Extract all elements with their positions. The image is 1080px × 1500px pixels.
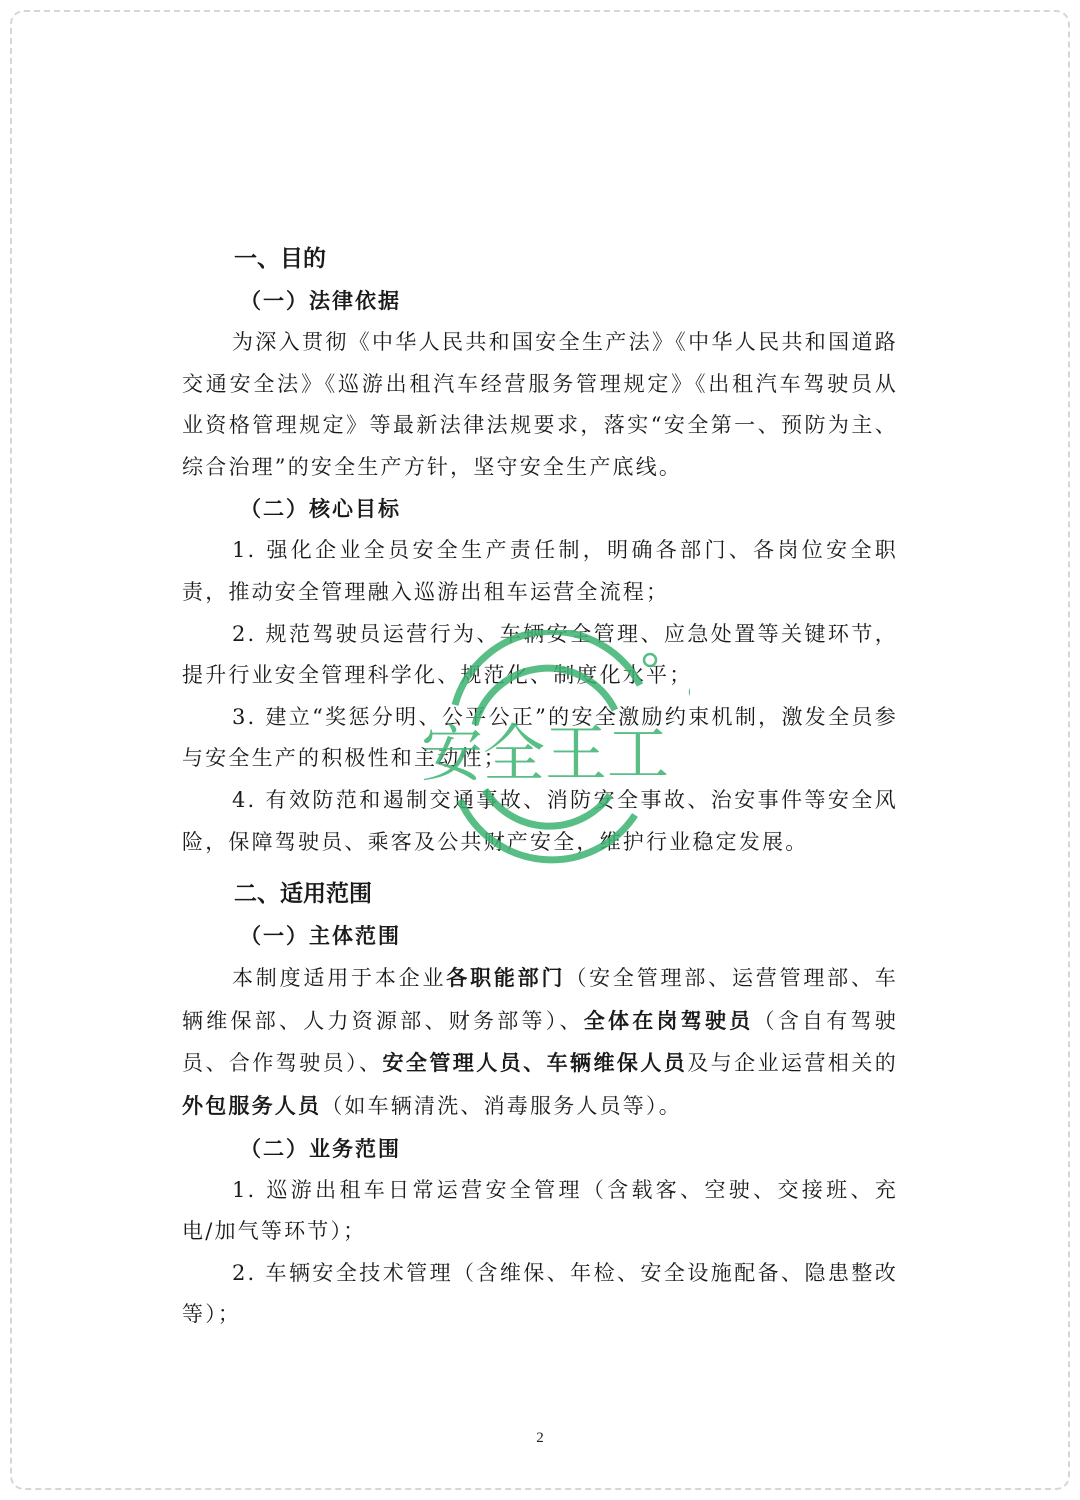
section-1-2-heading: （二）核心目标 [240,496,401,522]
scope-subject-paragraph [182,957,898,1127]
section-2-1-heading: （一）主体范围 [240,923,401,949]
scope-emphasis: 全体在岗驾驶员 [583,1007,754,1033]
section-2-heading: 二、适用范围 [234,881,372,908]
section-2-2-heading: （二）业务范围 [240,1135,401,1161]
watermark-text: 安全王工 [420,717,670,790]
business-scope-item-1: 1. 巡游出租车日常运营安全管理（含载客、空驶、交接班、充电/加气等环节）； [182,1177,898,1244]
scope-text: 本制度适用于本企业 [232,966,447,991]
scope-emphasis: 各职能部门 [446,965,566,991]
scope-text: 及与企业运营相关的 [687,1051,898,1076]
section-1-1-heading: （一）法律依据 [240,288,401,313]
scope-text: （如车辆清洗、消毒服务人员等）。 [321,1093,682,1118]
legal-basis-paragraph: 为深入贯彻《中华人民共和国安全生产法》《中华人民共和国道路交通安全法》《巡游出租汽车经营服务管理规定》《出租汽车驾驶员从业资格管理规定》等最新法律法规要求，落实“安全第一、预防为主、综合治理”的安全生产方针，坚守安全生产底线。 [182,330,898,479]
page-number: 2 [536,1430,544,1446]
core-goal-item-1: 1. 强化企业全员安全生产责任制，明确各部门、各岗位安全职责，推动安全管理融入巡游出租车运营全流程； [182,538,898,604]
core-goal-item-3: 3. 建立“奖惩分明、公平公正”的安全激励约束机制，激发全员参与安全生产的积极性和主动性； [182,704,898,771]
business-scope-item-2: 2. 车辆安全技术管理（含维保、年检、安全设施配备、隐患整改等）； [182,1260,898,1327]
scope-emphasis: 外包服务人员 [182,1092,322,1118]
scope-text: （安全管理部、运营管理部、车辆维保部、人力资源部、财务部等）、 [182,966,898,1033]
document-body [182,238,898,1336]
scope-emphasis: 安全管理人员、车辆维保人员 [382,1050,688,1076]
section-1-heading: 一、目的 [234,246,326,272]
scope-text: （含自有驾驶员、合作驾驶员）、 [182,1008,899,1076]
core-goal-item-4: 4. 有效防范和遏制交通事故、消防安全事故、治安事件等安全风险，保障驾驶员、乘客及公共财产安全，维护行业稳定发展。 [182,787,898,854]
core-goal-item-2: 2. 规范驾驶员运营行为、车辆安全管理、应急处置等关键环节，提升行业安全管理科学化、规范化、制度化水平； [182,621,898,688]
